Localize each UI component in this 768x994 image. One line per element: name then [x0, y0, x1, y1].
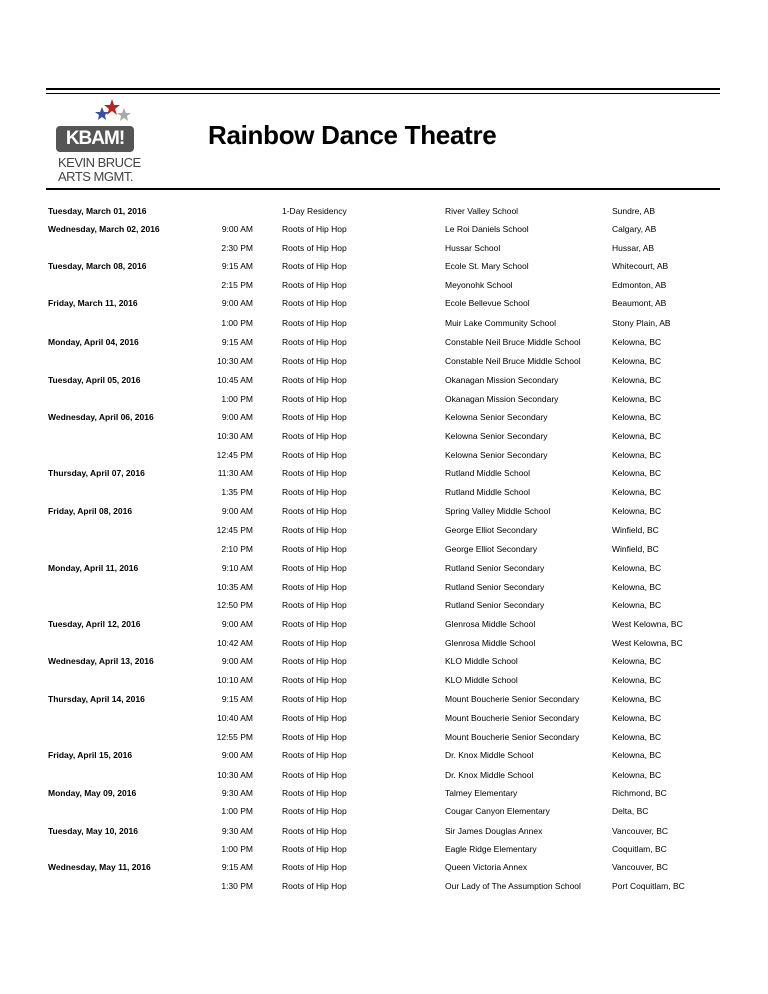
time-cell: 10:30 AM	[217, 356, 253, 366]
time-cell: 9:00 AM	[221, 619, 253, 629]
city-cell: Kelowna, BC	[612, 563, 662, 573]
school-cell: KLO Middle School	[445, 656, 518, 666]
time-cell: 9:00 AM	[221, 506, 253, 516]
header-rule-bottom	[46, 93, 720, 94]
page-title: Rainbow Dance Theatre	[208, 120, 497, 150]
kbam-logo	[56, 98, 146, 190]
city-cell: Kelowna, BC	[612, 375, 662, 385]
city-cell: Kelowna, BC	[612, 468, 662, 478]
city-cell: Port Coquitlam, BC	[612, 881, 685, 891]
time-cell: 12:55 PM	[216, 732, 253, 742]
school-cell: Talmey Elementary	[445, 788, 518, 798]
date-cell: Tuesday, April 05, 2016	[48, 375, 141, 385]
program-cell: Roots of Hip Hop	[282, 713, 347, 723]
city-cell: Vancouver, BC	[612, 826, 669, 836]
program-cell: Roots of Hip Hop	[282, 412, 347, 422]
city-cell: Kelowna, BC	[612, 732, 662, 742]
city-cell: Stony Plain, AB	[612, 318, 671, 328]
time-cell: 1:00 PM	[221, 806, 253, 816]
city-cell: Kelowna, BC	[612, 582, 662, 592]
time-cell: 2:10 PM	[221, 544, 253, 554]
school-cell: KLO Middle School	[445, 675, 518, 685]
time-cell: 1:35 PM	[221, 487, 253, 497]
program-cell: Roots of Hip Hop	[282, 318, 347, 328]
school-cell: Rutland Senior Secondary	[445, 563, 545, 573]
program-cell: Roots of Hip Hop	[282, 506, 347, 516]
school-cell: Muir Lake Community School	[445, 318, 557, 328]
city-cell: Kelowna, BC	[612, 431, 662, 441]
school-cell: River Valley School	[445, 206, 519, 216]
program-cell: Roots of Hip Hop	[282, 881, 347, 891]
time-cell: 9:00 AM	[221, 750, 253, 760]
date-cell: Tuesday, March 01, 2016	[48, 206, 147, 216]
time-cell: 9:15 AM	[221, 261, 253, 271]
date-cell: Tuesday, May 10, 2016	[48, 826, 138, 836]
school-cell: Le Roi Daniels School	[445, 224, 529, 234]
time-cell: 1:00 PM	[221, 394, 253, 404]
school-cell: Dr. Knox Middle School	[445, 770, 534, 780]
date-cell: Friday, April 15, 2016	[48, 750, 133, 760]
city-cell: Kelowna, BC	[612, 656, 662, 666]
date-cell: Wednesday, May 11, 2016	[48, 862, 151, 872]
school-cell: Ecole Bellevue School	[445, 298, 530, 308]
program-cell: Roots of Hip Hop	[282, 619, 347, 629]
city-cell: Kelowna, BC	[612, 506, 662, 516]
time-cell: 1:00 PM	[221, 844, 253, 854]
city-cell: Richmond, BC	[612, 788, 667, 798]
program-cell: Roots of Hip Hop	[282, 487, 347, 497]
city-cell: Vancouver, BC	[612, 862, 669, 872]
school-cell: Kelowna Senior Secondary	[445, 450, 548, 460]
time-cell: 10:30 AM	[217, 770, 253, 780]
program-cell: Roots of Hip Hop	[282, 431, 347, 441]
city-cell: Whitecourt, AB	[612, 261, 669, 271]
program-cell: Roots of Hip Hop	[282, 806, 347, 816]
date-cell: Thursday, April 14, 2016	[48, 694, 145, 704]
city-cell: Beaumont, AB	[612, 298, 667, 308]
city-cell: West Kelowna, BC	[612, 638, 683, 648]
time-cell: 9:30 AM	[221, 826, 253, 836]
time-cell: 2:30 PM	[221, 243, 253, 253]
program-cell: Roots of Hip Hop	[282, 544, 347, 554]
time-cell: 10:45 AM	[217, 375, 253, 385]
program-cell: Roots of Hip Hop	[282, 750, 347, 760]
program-cell: 1-Day Residency	[282, 206, 347, 216]
program-cell: Roots of Hip Hop	[282, 862, 347, 872]
school-cell: Glenrosa Middle School	[445, 619, 536, 629]
program-cell: Roots of Hip Hop	[282, 375, 347, 385]
program-cell: Roots of Hip Hop	[282, 298, 347, 308]
city-cell: Edmonton, AB	[612, 280, 667, 290]
date-cell: Monday, April 04, 2016	[48, 337, 139, 347]
program-cell: Roots of Hip Hop	[282, 337, 347, 347]
school-cell: Queen Victoria Annex	[445, 862, 528, 872]
time-cell: 9:00 AM	[221, 298, 253, 308]
school-cell: Rutland Senior Secondary	[445, 582, 545, 592]
city-cell: Calgary, AB	[612, 224, 657, 234]
city-cell: Hussar, AB	[612, 243, 655, 253]
school-cell: Eagle Ridge Elementary	[445, 844, 537, 854]
date-cell: Wednesday, March 02, 2016	[48, 224, 160, 234]
time-cell: 12:50 PM	[216, 600, 253, 610]
city-cell: Kelowna, BC	[612, 337, 662, 347]
time-cell: 10:40 AM	[217, 713, 253, 723]
time-cell: 9:00 AM	[221, 412, 253, 422]
city-cell: Kelowna, BC	[612, 487, 662, 497]
time-cell: 10:10 AM	[217, 675, 253, 685]
school-cell: Cougar Canyon Elementary	[445, 806, 550, 816]
city-cell: Kelowna, BC	[612, 600, 662, 610]
program-cell: Roots of Hip Hop	[282, 600, 347, 610]
time-cell: 1:30 PM	[221, 881, 253, 891]
time-cell: 9:15 AM	[221, 694, 253, 704]
date-cell: Monday, May 09, 2016	[48, 788, 137, 798]
school-cell: Kelowna Senior Secondary	[445, 431, 548, 441]
program-cell: Roots of Hip Hop	[282, 468, 347, 478]
school-cell: Mount Boucherie Senior Secondary	[445, 694, 580, 704]
program-cell: Roots of Hip Hop	[282, 788, 347, 798]
program-cell: Roots of Hip Hop	[282, 356, 347, 366]
header-rule-top	[46, 88, 720, 90]
school-cell: Spring Valley Middle School	[445, 506, 551, 516]
city-cell: Kelowna, BC	[612, 450, 662, 460]
program-cell: Roots of Hip Hop	[282, 732, 347, 742]
time-cell: 9:15 AM	[221, 862, 253, 872]
date-cell: Thursday, April 07, 2016	[48, 468, 145, 478]
school-cell: Constable Neil Bruce Middle School	[445, 337, 581, 347]
program-cell: Roots of Hip Hop	[282, 582, 347, 592]
program-cell: Roots of Hip Hop	[282, 394, 347, 404]
time-cell: 12:45 PM	[216, 525, 253, 535]
date-cell: Friday, March 11, 2016	[48, 298, 138, 308]
program-cell: Roots of Hip Hop	[282, 563, 347, 573]
school-cell: George Elliot Secondary	[445, 544, 538, 554]
stars-icon	[94, 98, 134, 126]
time-cell: 9:15 AM	[221, 337, 253, 347]
program-cell: Roots of Hip Hop	[282, 224, 347, 234]
date-cell: Monday, April 11, 2016	[48, 563, 139, 573]
time-cell: 12:45 PM	[216, 450, 253, 460]
school-cell: Kelowna Senior Secondary	[445, 412, 548, 422]
school-cell: Glenrosa Middle School	[445, 638, 536, 648]
program-cell: Roots of Hip Hop	[282, 280, 347, 290]
program-cell: Roots of Hip Hop	[282, 450, 347, 460]
school-cell: Constable Neil Bruce Middle School	[445, 356, 581, 366]
date-cell: Wednesday, April 06, 2016	[48, 412, 154, 422]
time-cell: 10:35 AM	[217, 582, 253, 592]
date-cell: Wednesday, April 13, 2016	[48, 656, 154, 666]
school-cell: Ecole St. Mary School	[445, 261, 529, 271]
time-cell: 9:10 AM	[221, 563, 253, 573]
time-cell: 2:15 PM	[221, 280, 253, 290]
school-cell: Rutland Senior Secondary	[445, 600, 545, 610]
program-cell: Roots of Hip Hop	[282, 844, 347, 854]
program-cell: Roots of Hip Hop	[282, 826, 347, 836]
school-cell: Our Lady of The Assumption School	[445, 881, 581, 891]
city-cell: Delta, BC	[612, 806, 649, 816]
city-cell: Kelowna, BC	[612, 750, 662, 760]
school-cell: Rutland Middle School	[445, 487, 531, 497]
city-cell: Coquitlam, BC	[612, 844, 667, 854]
time-cell: 1:00 PM	[221, 318, 253, 328]
school-cell: George Elliot Secondary	[445, 525, 538, 535]
program-cell: Roots of Hip Hop	[282, 656, 347, 666]
school-cell: Okanagan Mission Secondary	[445, 375, 559, 385]
school-cell: Mount Boucherie Senior Secondary	[445, 713, 580, 723]
program-cell: Roots of Hip Hop	[282, 694, 347, 704]
time-cell: 9:00 AM	[221, 224, 253, 234]
time-cell: 10:30 AM	[217, 431, 253, 441]
city-cell: Kelowna, BC	[612, 770, 662, 780]
school-cell: Meyonohk School	[445, 280, 513, 290]
city-cell: Kelowna, BC	[612, 694, 662, 704]
city-cell: Kelowna, BC	[612, 412, 662, 422]
school-cell: Dr. Knox Middle School	[445, 750, 534, 760]
program-cell: Roots of Hip Hop	[282, 675, 347, 685]
time-cell: 11:30 AM	[217, 468, 253, 478]
school-cell: Okanagan Mission Secondary	[445, 394, 559, 404]
date-cell: Friday, April 08, 2016	[48, 506, 133, 516]
logo-mark: KBAM!	[56, 126, 134, 152]
school-cell: Hussar School	[445, 243, 501, 253]
time-cell: 9:30 AM	[221, 788, 253, 798]
program-cell: Roots of Hip Hop	[282, 525, 347, 535]
program-cell: Roots of Hip Hop	[282, 770, 347, 780]
time-cell: 9:00 AM	[221, 656, 253, 666]
city-cell: West Kelowna, BC	[612, 619, 683, 629]
city-cell: Winfield, BC	[612, 525, 659, 535]
logo-line-1: KEVIN BRUCE	[58, 155, 141, 170]
logo-line-2: ARTS MGMT.	[58, 169, 133, 184]
city-cell: Kelowna, BC	[612, 713, 662, 723]
city-cell: Kelowna, BC	[612, 675, 662, 685]
program-cell: Roots of Hip Hop	[282, 243, 347, 253]
city-cell: Sundre, AB	[612, 206, 656, 216]
school-cell: Sir James Douglas Annex	[445, 826, 543, 836]
program-cell: Roots of Hip Hop	[282, 638, 347, 648]
program-cell: Roots of Hip Hop	[282, 261, 347, 271]
city-cell: Kelowna, BC	[612, 356, 662, 366]
header-rule-under-title	[46, 188, 720, 190]
city-cell: Winfield, BC	[612, 544, 659, 554]
school-cell: Rutland Middle School	[445, 468, 531, 478]
date-cell: Tuesday, March 08, 2016	[48, 261, 147, 271]
time-cell: 10:42 AM	[217, 638, 253, 648]
date-cell: Tuesday, April 12, 2016	[48, 619, 141, 629]
school-cell: Mount Boucherie Senior Secondary	[445, 732, 580, 742]
city-cell: Kelowna, BC	[612, 394, 662, 404]
